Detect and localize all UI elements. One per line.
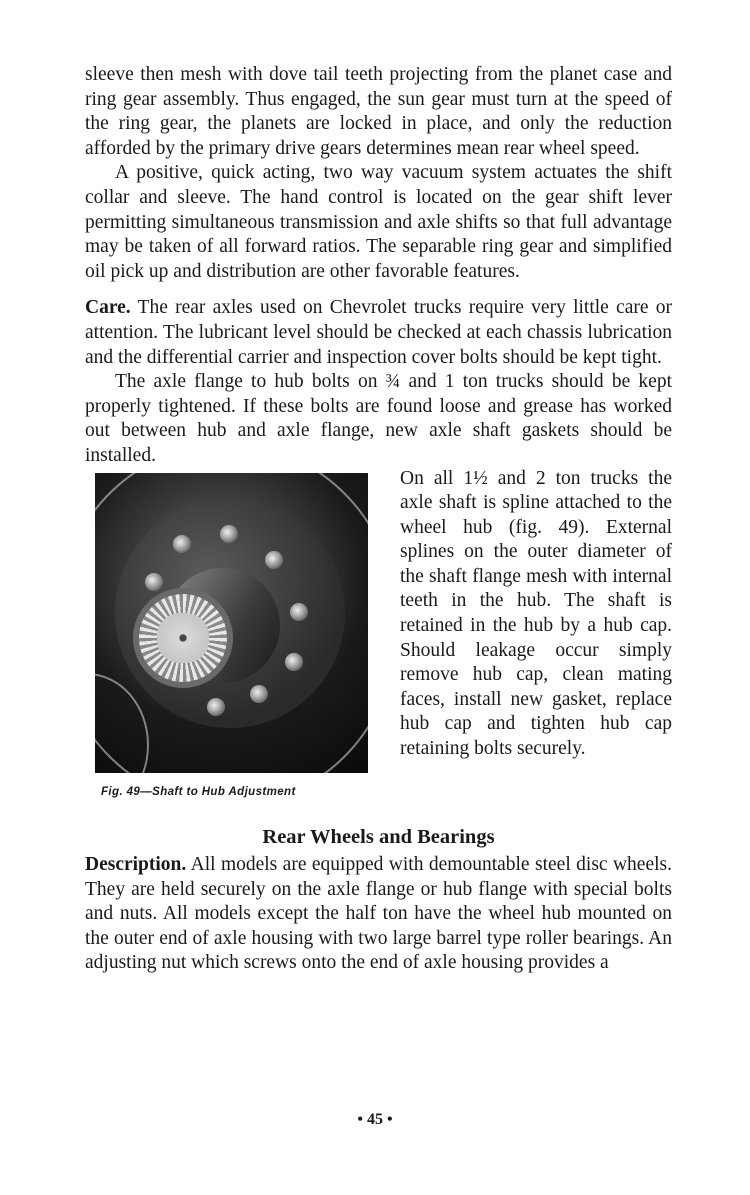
hub-bolt [207,698,225,716]
hub-bolt [220,525,238,543]
hub-bolt [250,685,268,703]
page-number: • 45 • [357,1111,393,1128]
paragraph-flange-bolts: The axle flange to hub bolts on ¾ and 1 ton trucks should be kept properly tightened. If these bolts are found loose and grease has worked out between hub and axle flange, new axle shaft gaskets should be installed. [85,371,672,466]
figure-caption: Fig. 49—Shaft to Hub Adjustment [101,785,296,798]
figure-row [85,469,672,817]
document-page [85,63,672,976]
paragraph-vacuum-system: A positive, quick acting, two way vacuum system actuates the shift collar and sleeve. The hand control is located on the gear shift lever permitting simultaneous transmission and axle shifts so that full advantage may be taken of all forward ratios. The separable ring gear and simplified oil pick up and distribution are other favorable features. [85,162,672,282]
hub-bolt [265,551,283,569]
hub-bolt [173,535,191,553]
section-heading: Rear Wheels and Bearings [262,825,495,848]
paragraph-spline-attached: On all 1½ and 2 ton trucks the axle shaft is spline attached to the wheel hub (fig. 49). External splines on the outer diameter of the shaft flange mesh with internal teeth in the hub. The shaft is retained in the hub by a hub cap. Should leakage occur simply remove hub cap, clean mating faces, install new gasket, replace hub cap and tighten hub cap retaining bolts securely. [400,467,672,760]
hub-bolt [290,603,308,621]
figure-49-photo [95,473,368,773]
paragraph-description [85,853,672,976]
hub-bolt [285,653,303,671]
description-text: All models are equipped with demountable steel disc wheels. They are held securely on the axle flange or hub flange with special bolts and nuts. All models except the half ton have the wheel hub mounted on the outer end of axle housing with two large barrel type roller bearings. An adjusting nut which screws onto the end of axle housing provides a [85,854,672,974]
axle-shaft-end [157,613,209,663]
hub-bolt [145,573,163,591]
care-runin-heading: Care. [85,297,131,319]
description-runin-heading: Description. [85,854,187,876]
paragraph-care [85,296,672,370]
paragraph-planet-gears: sleeve then mesh with dove tail teeth projecting from the planet case and ring gear assembly. Thus engaged, the sun gear must turn at the speed of the ring gear, the planets are locked in place, and only the reduction afforded by the primary drive gears determines mean rear wheel speed. [85,64,672,159]
care-text: The rear axles used on Chevrolet trucks require very little care or attention. The lubricant level should be checked at each chassis lubrication and the differential carrier and inspection cover bolts should be kept tight. [85,297,672,368]
